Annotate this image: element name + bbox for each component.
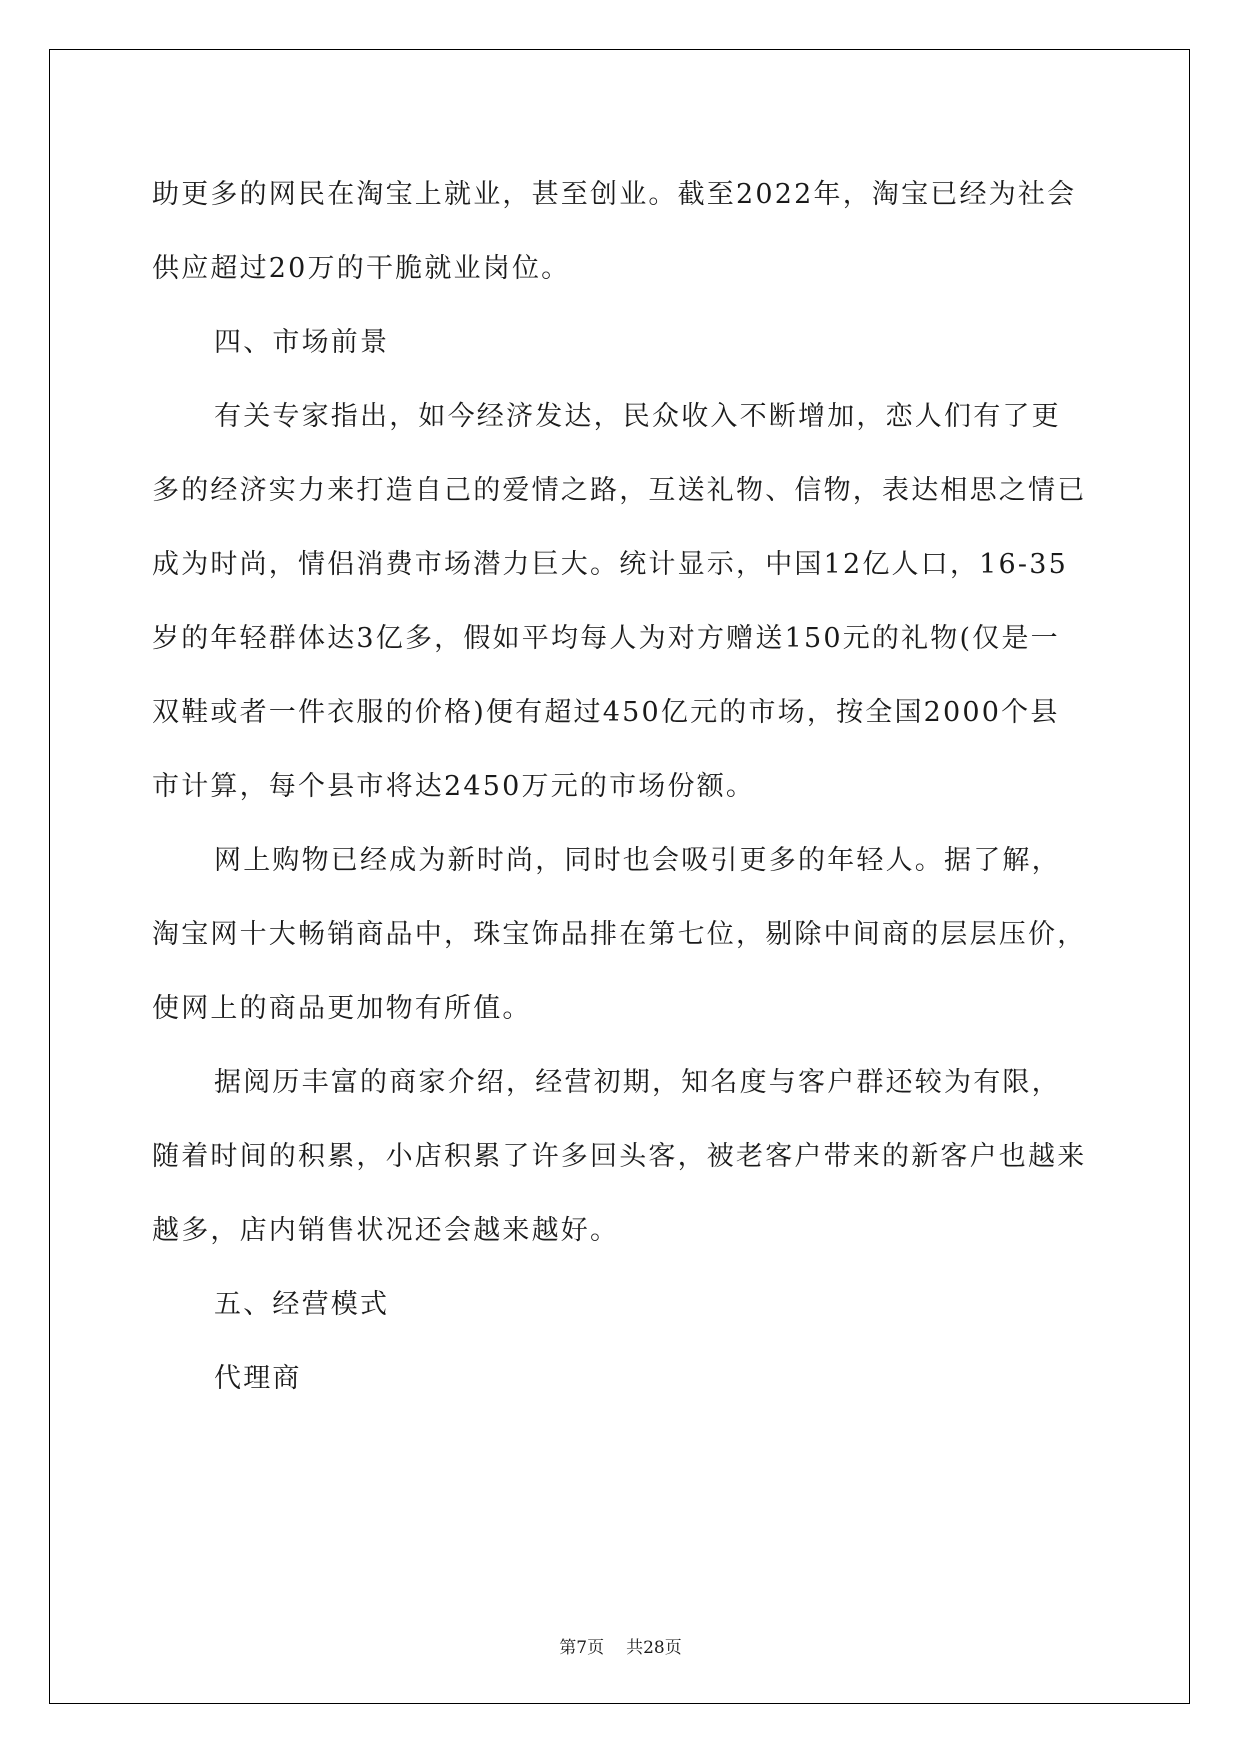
paragraph-online-shopping: 网上购物已经成为新时尚，同时也会吸引更多的年轻人。据了解，淘宝网十大畅销商品中，珠宝饰品排在第七位，剔除中间商的层层压价，使网上的商品更加物有所值。 [152, 845, 1087, 1024]
page-number: 第7页 [559, 1638, 605, 1658]
section-heading-market-outlook: 四、市场前景 [214, 327, 390, 358]
page-footer [0, 1638, 1241, 1658]
document-body [152, 158, 1088, 1416]
section-heading-business-model: 五、经营模式 [214, 1289, 390, 1320]
subheading-agent: 代理商 [214, 1363, 302, 1394]
total-pages: 共28页 [626, 1638, 682, 1658]
paragraph-market-potential: 有关专家指出，如今经济发达，民众收入不断增加，恋人们有了更多的经济实力来打造自己的爱情之路，互送礼物、信物，表达相思之情已成为时尚，情侣消费市场潜力巨大。统计显示，中国12亿人口，16-35岁的年轻群体达3亿多，假如平均每人为对方赠送150元的礼物(仅是一双鞋或者一件衣服的价格)便有超过450亿元的市场，按全国2000个县市计算，每个县市将达2450万元的市场份额。 [152, 401, 1087, 802]
paragraph-continuation: 助更多的网民在淘宝上就业，甚至创业。截至2022年，淘宝已经为社会供应超过20万的干脆就业岗位。 [152, 179, 1077, 284]
paragraph-merchant-experience: 据阅历丰富的商家介绍，经营初期，知名度与客户群还较为有限，随着时间的积累，小店积累了许多回头客，被老客户带来的新客户也越来越多，店内销售状况还会越来越好。 [152, 1067, 1087, 1246]
